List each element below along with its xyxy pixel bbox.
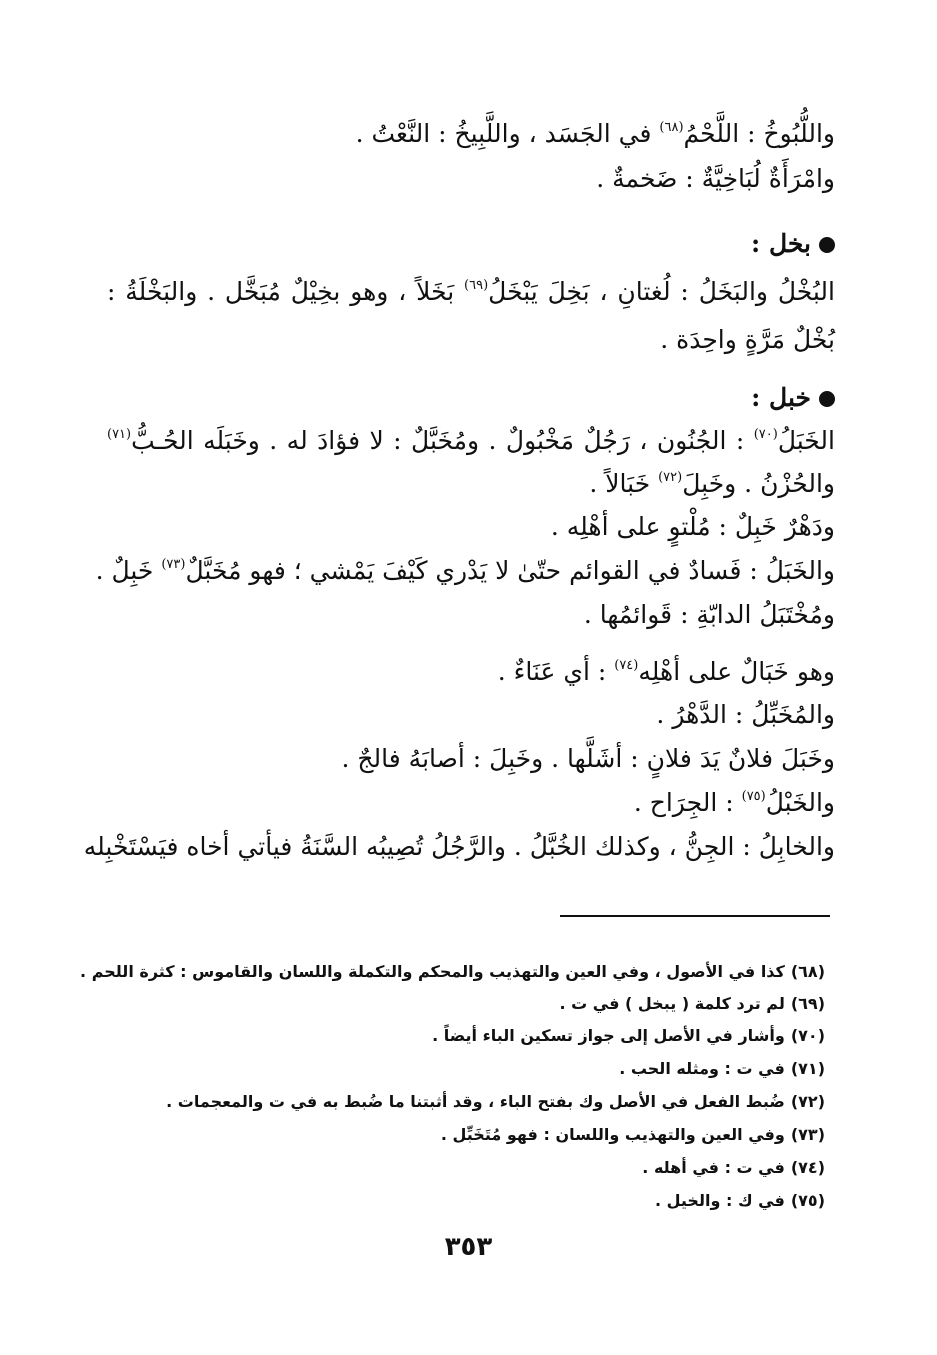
page-number: ٣٥٣: [444, 1232, 493, 1262]
footnote-74: (٧٤)في ت : في أهله .: [642, 1158, 825, 1177]
entry-line-12: وخَبَلَ فلانٌ يَدَ فلانٍ : أشَلَّها . وخَبِلَ : أصابَهُ فالجٌ .: [341, 744, 835, 773]
footnote-75: (٧٥)في ك : والخيل .: [654, 1191, 825, 1210]
entry-line-13: والخَبْلُ$^{(٧٥)}$ : الجِرَاح .: [633, 788, 835, 817]
entry-line-4: بُخْلٌ مَرَّةٍ واحِدَة .: [660, 325, 835, 354]
entry-line-3: البُخْلُ والبَخَلُ : لُغتانِ ، بَخِلَ يَبْخَلُ$^{(٦٩)}$ بَخَلاً ، وهو بخِيْلٌ مُبَخَّل . والبَخْلَةُ :: [107, 277, 835, 306]
section-heading-bakhal: بخل :: [751, 226, 835, 262]
footnote-separator: [560, 915, 830, 917]
entry-line-14: والخابِلُ : الجِنُّ ، وكذلك الخُبَّلُ . والرَّجُلُ تُصِيبُه السَّنَةُ فيأتي أخاه فيَسْتَخْبِله: [83, 832, 835, 861]
footnote-69: (٦٩)لم ترد كلمة ( يبخل ) في ت .: [559, 994, 825, 1013]
entry-line-8: والخَبَلُ : فَسادٌ في القوائم حتّىٰ لا يَدْري كَيْفَ يَمْشي ؛ فهو مُخَبَّلٌ$^{(٧٣)}$ خَبِلٌ .: [95, 556, 835, 585]
bullet-icon: [819, 391, 835, 407]
entry-line-9: ومُخْتَبَلُ الدابّةِ : قَوائمُها .: [583, 600, 835, 629]
entry-line-11: والمُخَبِّلُ : الدَّهْرُ .: [656, 700, 835, 729]
footnote-marker-75: (٧٥): [741, 789, 766, 804]
footnote-71: (٧١)في ت : ومثله الحب .: [619, 1059, 825, 1078]
footnote-72: (٧٢)ضُبط الفعل في الأصل وك بفتح الباء ، وقد أثبتنا ما ضُبط به في ت والمعجمات .: [166, 1092, 825, 1111]
footnote-marker-73: (٧٣): [161, 557, 186, 572]
section-heading-khabal: خبل :: [751, 380, 835, 416]
footnote-73: (٧٣)وفي العين والتهذيب واللسان : فهو مُتَخَبِّل .: [440, 1125, 825, 1144]
entry-line-7: ودَهْرٌ خَبِلٌ : مُلْتوٍ على أهْلِه .: [550, 512, 835, 541]
footnote-70: (٧٠)وأشار في الأصل إلى جواز تسكين الباء أيضاً .: [432, 1026, 825, 1045]
entry-line-5: الخَبَلُ$^{(٧٠)}$ : الجُنُون ، رَجُلٌ مَخْبُولٌ . ومُخَبَّلٌ : لا فؤادَ له . وخَبَلَه الحُـبُّ$^{(٧١)}$: [107, 426, 835, 455]
footnote-marker-71: (٧١): [107, 427, 132, 442]
entry-line-6: والحُزْنُ . وخَبِلَ$^{(٧٢)}$ خَبَالاً .: [589, 469, 835, 498]
footnote-marker-68: (٦٨): [659, 120, 684, 135]
entry-line-1: واللُّبُوخُ : اللَّحْمُ$^{(٦٨)}$ في الجَسَد ، واللَّبِيخُ : النَّعْتُ .: [355, 119, 835, 148]
bullet-icon: [819, 237, 835, 253]
entry-line-10: وهو خَبَالٌ على أهْلِه$^{(٧٤)}$ : أي عَنَاءٌ .: [497, 657, 835, 686]
footnote-marker-72: (٧٢): [658, 470, 683, 485]
footnote-marker-69: (٦٩): [464, 278, 489, 293]
entry-line-2: وامْرَأَةٌ لُبَاخِيَّةٌ : ضَخمةٌ .: [596, 164, 835, 193]
footnote-68: (٦٨)كذا في الأصول ، وفي العين والتهذيب والمحكم والتكملة واللسان والقاموس : كثرة اللحم .: [80, 962, 825, 981]
footnote-marker-70: (٧٠): [753, 427, 778, 442]
footnote-marker-74: (٧٤): [614, 658, 639, 673]
